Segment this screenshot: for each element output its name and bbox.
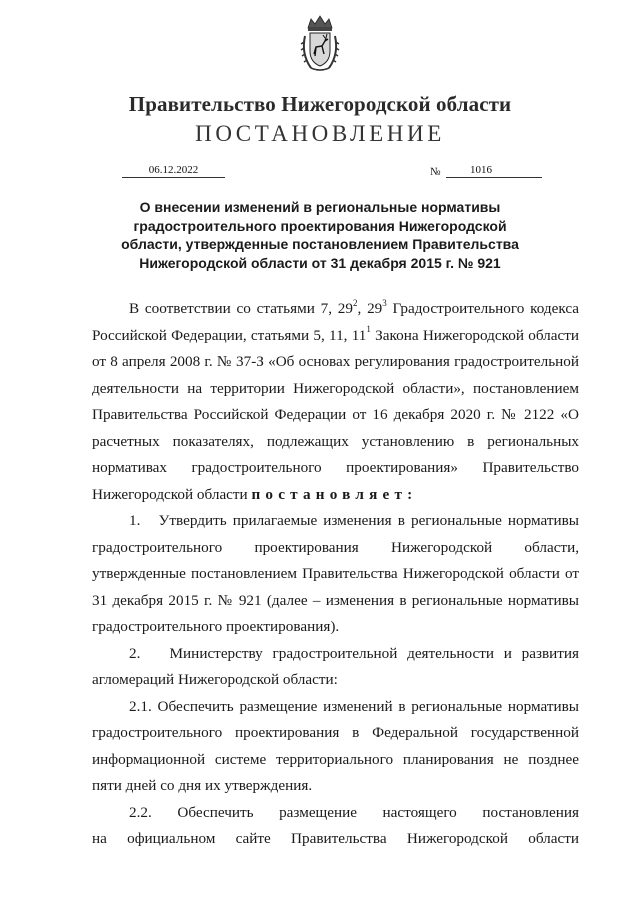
superscript: 3 — [382, 297, 387, 308]
preamble-text: Градостроительного кодекса Российской Федерации, статьями 5, 11, 11 — [92, 300, 580, 344]
organization-name: Правительство Нижегородской области — [128, 92, 512, 116]
coat-of-arms-icon — [299, 14, 341, 74]
decree-word: постановляет: — [251, 485, 418, 503]
preamble-text: В соответствии со статьями 7, 29 — [129, 300, 353, 317]
preamble-text: , 29 — [357, 300, 383, 317]
superscript: 2 — [352, 297, 358, 308]
number-sign: № — [430, 166, 441, 178]
item-2-paragraph: 2. Министерству градостроительной деятельности и развития агломераций Нижегородской области: — [92, 644, 579, 688]
title-line: области, утвержденные постановлением Правительства — [121, 236, 519, 252]
item-1-paragraph: 1. Утвердить прилагаемые изменения в региональные нормативы градостроительного проектирования Нижегородской области, утвержденные постановлением Правительства Нижегородской области от 31 декабря 2015 г. № 921 (далее – изменения в региональные нормативы градостроительного проектирования). — [92, 512, 579, 635]
title-line: градостроительного проектирования Нижегородской — [133, 217, 507, 234]
superscript: 1 — [366, 324, 371, 335]
item-2-1-paragraph: 2.1. Обеспечить размещение изменений в региональные нормативы градостроительного проектирования в Федеральной государственной информационной системе территориального планирования не позднее пяти дней со дня их утверждения. — [92, 697, 579, 794]
document-number-field — [446, 163, 542, 178]
preamble-text: Закона Нижегородской области от 8 апреля 2008 г. № 37-З «Об основах регулирования градостроительной деятельности на территории Нижегородской области», постановлением Правительства Российской Федерации от 16 декабря 2020 г. № 2122 «О расчетных показателях, подлежащих установлению в региональных нормативах градостроительного проектирования» Правительство Нижегородской области — [92, 326, 579, 503]
title-line: Нижегородской области от 31 декабря 2015 г. № 921 — [139, 254, 501, 271]
item-2-2-continuation: на официальном сайте Правительства Нижегородской области — [92, 830, 579, 847]
title-line: О внесении изменений в региональные нормативы — [139, 199, 501, 215]
document-body — [92, 296, 579, 853]
document-number: 1016 — [470, 164, 492, 176]
document-type: ПОСТАНОВЛЕНИЕ — [195, 121, 445, 146]
preamble-paragraph — [92, 296, 579, 508]
document-date: 06.12.2022 — [122, 163, 225, 178]
document-title — [92, 198, 548, 272]
item-2-2-paragraph: 2.2. Обеспечить размещение настоящего постановления — [129, 803, 579, 821]
